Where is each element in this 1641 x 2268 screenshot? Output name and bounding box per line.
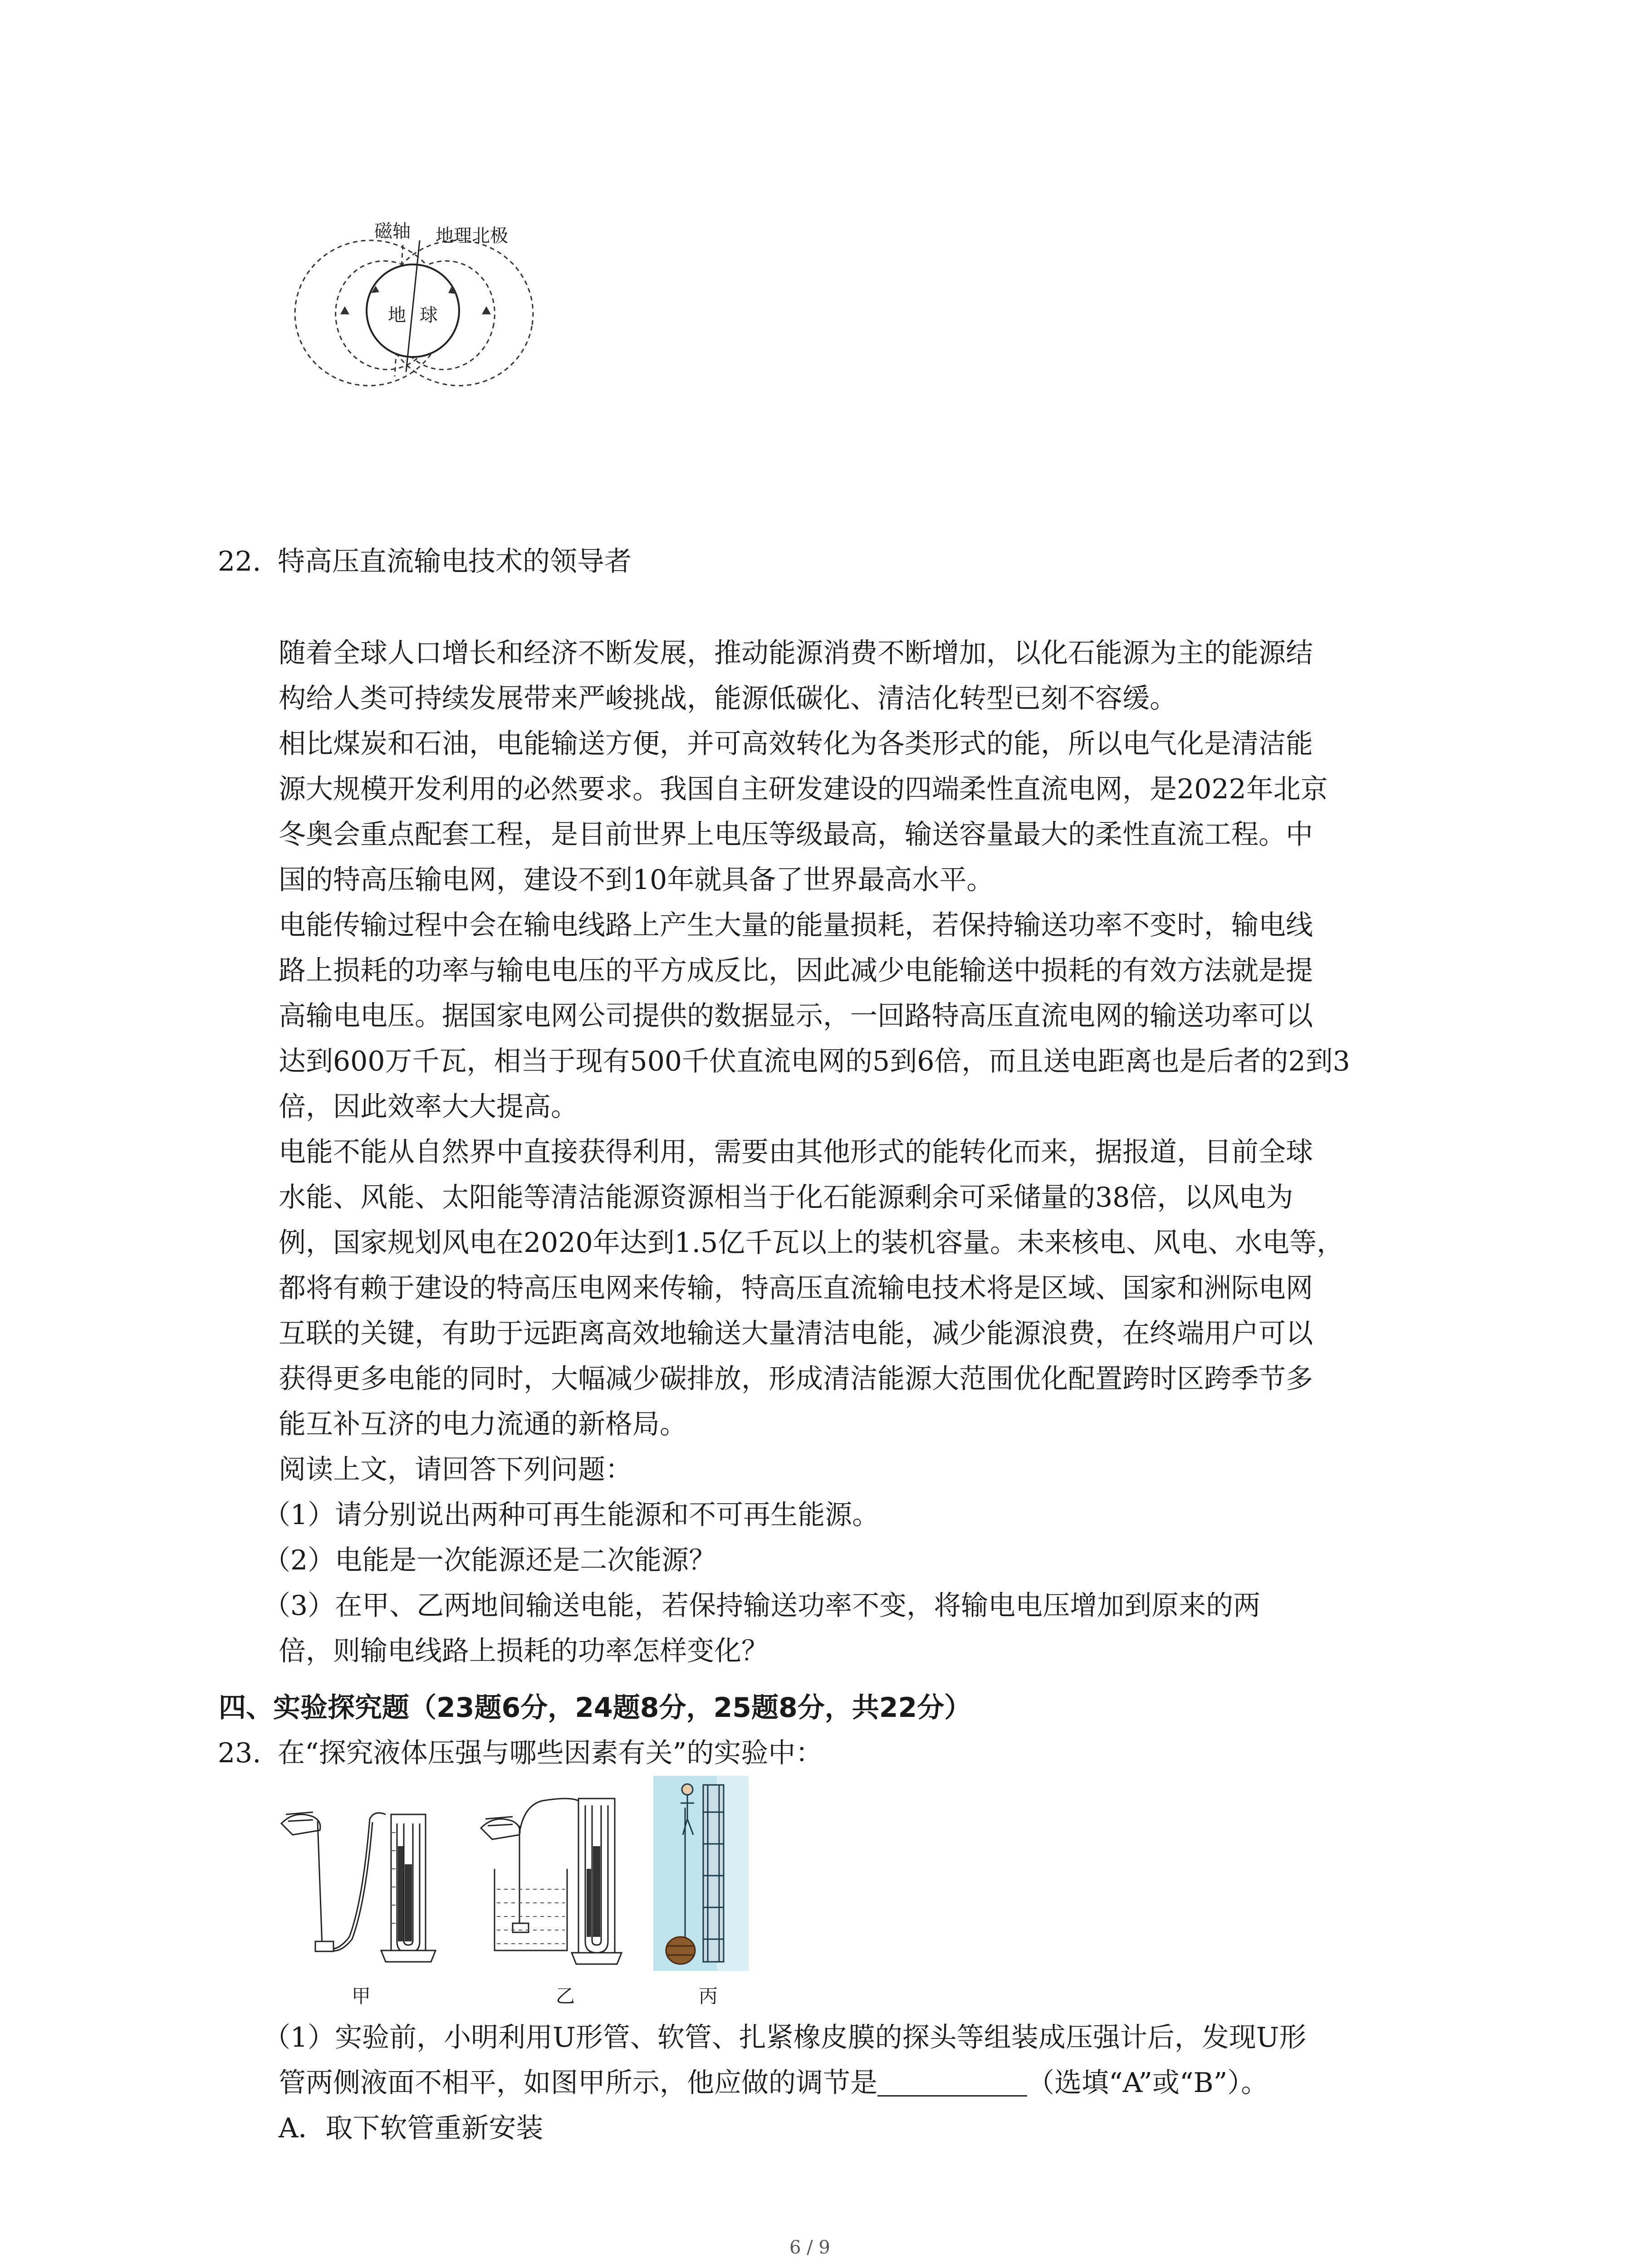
barrel-experiment-drawing (653, 1776, 749, 1971)
q22-sub-question-1 (263, 1492, 1425, 1538)
text-line: 随着全球人口增长和经济不断发展，推动能源消费不断增加，以化石能源为主的能源结 (279, 637, 1313, 669)
text-line: 互联的关键，有助于远距离高效地输送大量清洁电能，减少能源浪费，在终端用户可以 (279, 1318, 1313, 1349)
earth-magnetic-field-figure (290, 213, 544, 395)
q22-prompt (279, 1447, 1440, 1492)
text-line: 源大规模开发利用的必然要求。我国自主研发建设的四端柔性直流电网，是2022年北京 (279, 773, 1328, 805)
text-line: （2）电能是一次能源还是二次能源？ (263, 1545, 716, 1576)
text-line: 都将有赖于建设的特高压电网来传输，特高压直流输电技术将是区域、国家和洲际电网 (279, 1272, 1313, 1304)
text-line: 水能、风能、太阳能等清洁能源资源相当于化石能源剩余可采储量的38倍，以风电为 (279, 1182, 1293, 1213)
text-line: 冬奥会重点配套工程，是目前世界上电压等级最高，输送容量最大的柔性直流工程。中 (279, 819, 1313, 850)
magnetic-axis-label: 磁轴 (374, 221, 411, 242)
question-23-number: 23. (218, 1737, 261, 1769)
q23-sub1-text-b: （选填“A”或“B”）。 (1027, 2067, 1269, 2099)
text-line: 高输电电压。据国家电网公司提供的数据显示，一回路特高压直流电网的输送功率可以 (279, 1000, 1313, 1032)
q23-sub1-line-2 (279, 2069, 1268, 2097)
q23-option-a: A．取下软管重新安装 (279, 2112, 544, 2144)
page-number: 6 / 9 (789, 2237, 830, 2258)
pressure-gauge-drawing (272, 1796, 463, 1969)
text-line: 电能不能从自然界中直接获得利用，需要由其他形式的能转化而来，据报道，目前全球 (279, 1136, 1313, 1168)
text-line: 能互补互济的电力流通的新格局。 (279, 1408, 687, 1440)
question-22-number: 22. (218, 546, 261, 577)
figure-yi-label: 乙 (556, 1985, 575, 2007)
q22-paragraph-4 (279, 1129, 1440, 1447)
text-line: 例，国家规划风电在2020年达到1.5亿千瓦以上的装机容量。未来核电、风电、水电等， (279, 1227, 1344, 1259)
text-line: 相比煤炭和石油，电能输送方便，并可高效转化为各类形式的能，所以电气化是清洁能 (279, 728, 1313, 760)
text-line: 路上损耗的功率与输电电压的平方成反比，因此减少电能输送中损耗的有效方法就是提 (279, 955, 1313, 987)
text-line: 倍，因此效率大大提高。 (279, 1091, 578, 1123)
q23-sub1-text-a: 管两侧液面不相平，如图甲所示，他应做的调节是 (279, 2067, 877, 2099)
q22-paragraph-1 (279, 631, 1440, 721)
q22-sub-question-2 (263, 1538, 1425, 1583)
geographic-north-label: 地理北极 (436, 225, 508, 246)
text-line: 达到600万千瓦，相当于现有500千伏直流电网的5到6倍，而且送电距离也是后者的2到3 (279, 1046, 1350, 1077)
q22-sub-question-3 (263, 1583, 1425, 1674)
text-line: 电能传输过程中会在输电线路上产生大量的能量损耗，若保持输送功率不变时，输电线 (279, 909, 1313, 941)
figure-jia (272, 1796, 463, 1969)
figure-yi (476, 1792, 667, 1969)
q22-paragraph-2 (279, 721, 1440, 903)
figure-bing (653, 1776, 749, 1971)
earth-label-right: 球 (420, 305, 438, 326)
figure-jia-label: 甲 (352, 1985, 371, 2007)
text-line: 倍，则输电线路上损耗的功率怎样变化？ (279, 1635, 769, 1667)
question-22-title: 特高压直流输电技术的领导者 (278, 546, 632, 577)
text-line: 阅读上文，请回答下列问题： (279, 1454, 632, 1486)
text-line: 获得更多电能的同时，大幅减少碳排放，形成清洁能源大范围优化配置跨时区跨季节多 (279, 1363, 1313, 1395)
text-line: （3）在甲、乙两地间输送电能，若保持输送功率不变，将输电电压增加到原来的两 (263, 1590, 1261, 1622)
text-line: 构给人类可持续发展带来严峻挑战，能源低碳化、清洁化转型已刻不容缓。 (279, 683, 1177, 714)
q22-paragraph-3 (279, 903, 1440, 1129)
section-4-heading: 四、实验探究题（23题6分，24题8分，25题8分，共22分） (219, 1692, 972, 1724)
beaker-gauge-drawing (476, 1792, 667, 1969)
figure-bing-label: 丙 (699, 1985, 718, 2007)
question-23-stem: 在“探究液体压强与哪些因素有关”的实验中： (278, 1737, 823, 1769)
text-line: 国的特高压输电网，建设不到10年就具备了世界最高水平。 (279, 864, 994, 896)
answer-blank[interactable] (877, 2072, 1027, 2097)
text-line: （1）请分别说出两种可再生能源和不可再生能源。 (263, 1499, 880, 1531)
q23-sub1-line-1: （1）实验前，小明利用U形管、软管、扎紧橡皮膜的探头等组装成压强计后，发现U形 (263, 2022, 1307, 2053)
earth-label-left: 地 (388, 305, 406, 326)
